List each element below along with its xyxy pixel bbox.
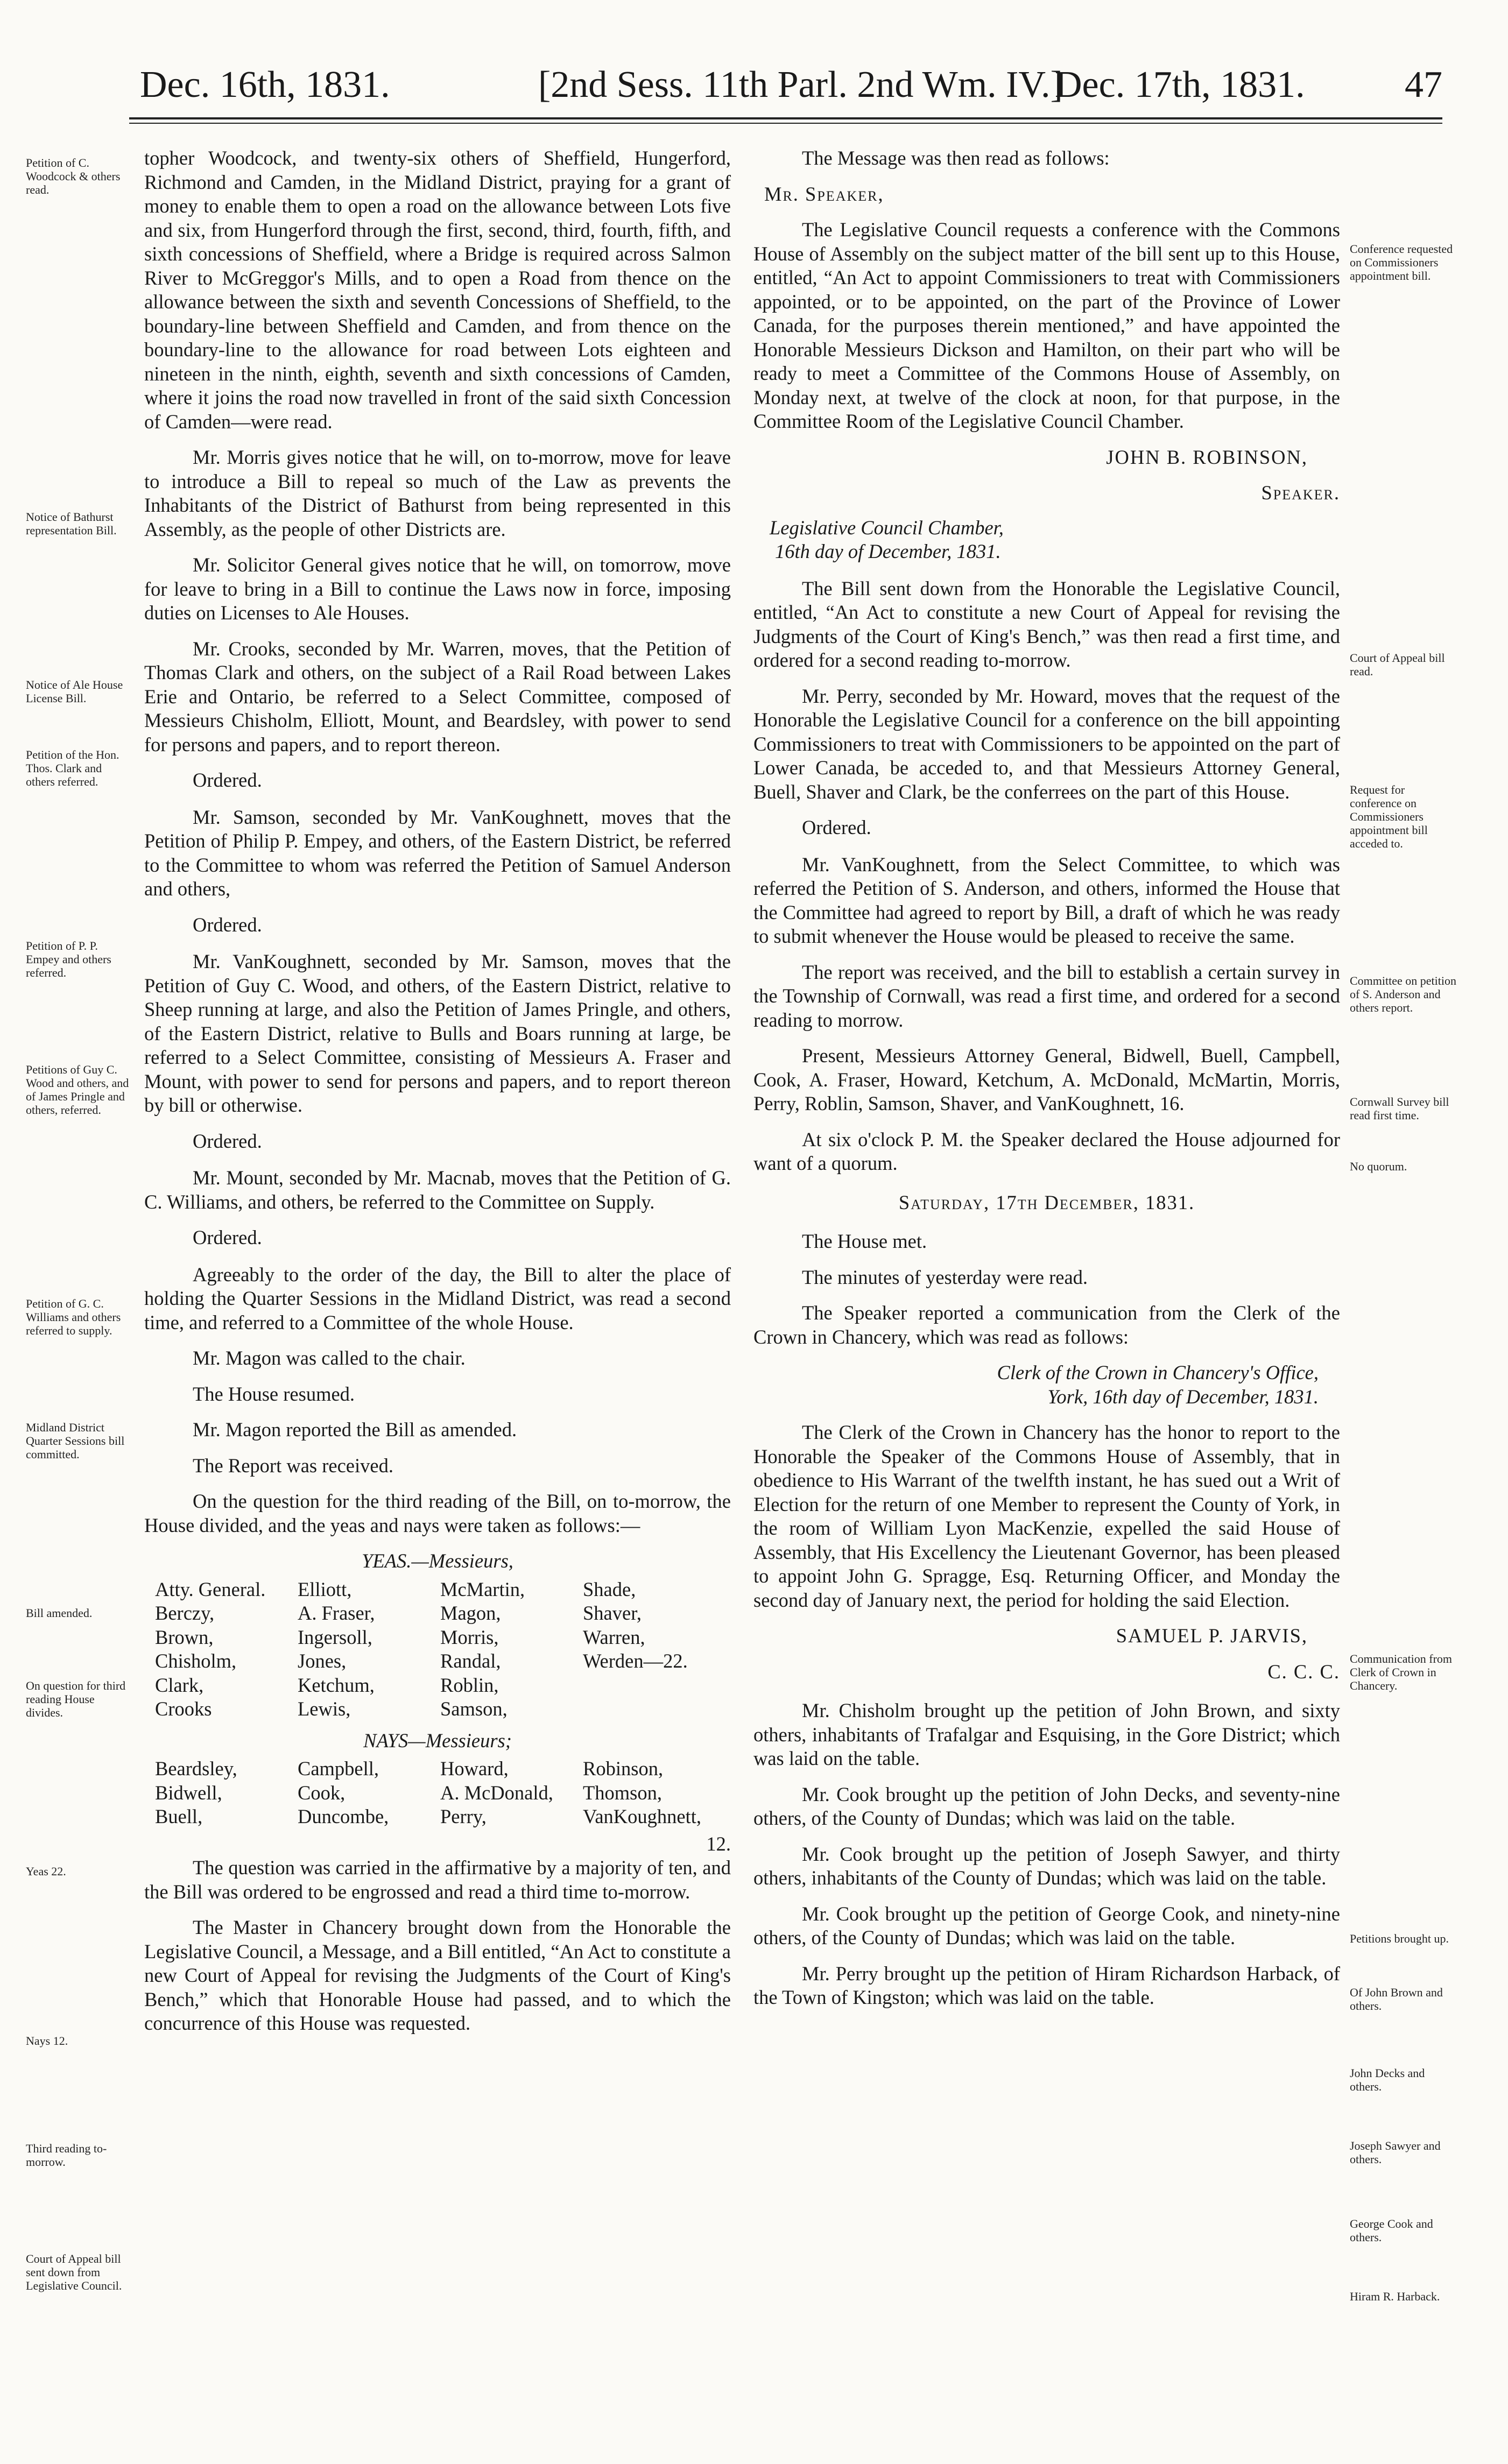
voter: Campbell,: [298, 1757, 379, 1780]
signature-title: C. C. C.: [1267, 1660, 1340, 1683]
table-row: [155, 1697, 725, 1721]
page-number: 47: [1405, 64, 1442, 105]
nays-table: [155, 1757, 725, 1829]
voter: A. Fraser,: [298, 1602, 375, 1624]
ordered-line: Ordered.: [193, 913, 262, 936]
margin-note: Of John Brown and others.: [1350, 1986, 1443, 2013]
ordered-line: Ordered.: [193, 1226, 262, 1248]
margin-note: Third reading to-morrow.: [26, 2142, 107, 2169]
paragraph: Agreeably to the order of the day, the Bill to alter the place of holding the Quarter Sessions in the Midland District, was read a second time, and referred to a Committee of the whole House.: [144, 1263, 731, 1333]
paragraph: The Message was then read as follows:: [802, 147, 1110, 169]
margin-note: Notice of Ale House License Bill.: [26, 678, 123, 705]
paragraph: Mr. Cook brought up the petition of George Cook, and ninety-nine others, of the County of Dundas; which was laid on the table.: [753, 1902, 1340, 1948]
header-session: [2nd Sess. 11th Parl. 2nd Wm. IV.]: [538, 64, 1063, 105]
margin-note: Hiram R. Harback.: [1350, 2290, 1440, 2303]
paragraph: Present, Messieurs Attorney General, Bidwell, Buell, Campbell, Cook, A. Fraser, Howard, Ketchum, A. McDonald, McMartin, Morris, Perry, Roblin, Samson, Shaver, and VanKoughnett, 16.: [753, 1044, 1340, 1114]
signature-name: JOHN B. ROBINSON,: [1106, 446, 1308, 468]
margin-note: Court of Appeal bill sent down from Legislative Council.: [26, 2252, 122, 2292]
voter: Duncombe,: [298, 1805, 389, 1827]
voter: Randal,: [440, 1650, 501, 1672]
date-line: 16th day of December, 1831.: [775, 540, 1001, 562]
paragraph: Mr. Morris gives notice that he will, on to-morrow, move for leave to introduce a Bill to repeal so much of the Law as prevents the Inhabitants of the District of Bathurst from being represented in this Assembly, as the people of other Districts are.: [144, 446, 731, 540]
margin-note: Petition of the Hon. Thos. Clark and others referred.: [26, 748, 119, 788]
margin-note: No quorum.: [1350, 1160, 1407, 1173]
voter: Clark,: [155, 1674, 204, 1696]
margin-note: Yeas 22.: [26, 1865, 66, 1878]
right-column: [753, 146, 1340, 2022]
voter: [583, 1697, 725, 1721]
margin-note: Notice of Bathurst representation Bill.: [26, 510, 117, 537]
margin-note: Midland District Quarter Sessions bill committed.: [26, 1421, 125, 1461]
paragraph: topher Woodcock, and twenty-six others of Sheffield, Hungerford, Richmond and Camden, in the Midland District, praying for a grant of money to enable them to open a road on the allowance between Lots five and six, from Hungerford through the first, second, third, fourth, fifth, and sixth concessions of Sheffield, where a Bridge is required across Salmon River to McGreggor's Mills, and to open a Road from thence on the allowance between the sixth and seventh Concessions of Sheffield, to the boundary-line between Sheffield and Camden, and from thence on the boundary-line to the allowance for road between Lots eighteen and nineteen in the ninth, eighth, seventh and sixth concessions of Camden, where it joins the road now travelled in front of the said sixth Concession of Camden—were read.: [144, 147, 731, 433]
voter: Samson,: [440, 1698, 508, 1720]
paragraph: The Bill sent down from the Honorable the Legislative Council, entitled, “An Act to constitute a new Court of Appeal for revising the Judgments of the Court of King's Bench,” was then read a first time, and ordered for a second reading to-morrow.: [753, 577, 1340, 671]
paragraph: The Clerk of the Crown in Chancery has the honor to report to the Honorable the Speaker of the Commons House of Assembly, that in obedience to His Warrant of the twelfth instant, he has sued out a Writ of Election for the return of one Member to represent the County of York, in the room of William Lyon MacKenzie, expelled the said House of Assembly, that His Excellency the Lieutenant Governor, has been pleased to appoint John G. Spragge, Esq. Returning Officer, and Monday the second day of January next, the period for holding the said Election.: [753, 1421, 1340, 1611]
voter: McMartin,: [440, 1578, 525, 1600]
paragraph: At six o'clock P. M. the Speaker declared the House adjourned for want of a quorum.: [753, 1128, 1340, 1174]
voter: Atty. General.: [155, 1578, 266, 1600]
margin-note: Petitions brought up.: [1350, 1932, 1449, 1945]
margin-note: Bill amended.: [26, 1606, 93, 1620]
margin-note: On question for third reading House divides.: [26, 1679, 126, 1719]
signature-title: Speaker.: [1261, 482, 1340, 504]
paragraph: Mr. Cook brought up the petition of Joseph Sawyer, and thirty others, inhabitants of the County of Dundas; which was laid on the table.: [753, 1842, 1340, 1889]
paragraph: Mr. Samson, seconded by Mr. VanKoughnett, moves that the Petition of Philip P. Empey, and others, of the Eastern District, be referred to the Committee to whom was referred the Petition of Samuel Anderson and others,: [144, 806, 731, 900]
paragraph: The House met.: [802, 1230, 927, 1252]
voter: Buell,: [155, 1805, 203, 1827]
voter: Brown,: [155, 1626, 214, 1648]
voter: Werden—22.: [583, 1650, 688, 1672]
voter: Morris,: [440, 1626, 499, 1648]
voter: Roblin,: [440, 1674, 499, 1696]
margin-note: Petitions of Guy C. Wood and others, and of James Pringle and others, referred.: [26, 1063, 129, 1117]
table-row: [155, 1757, 725, 1781]
paragraph: The minutes of yesterday were read.: [802, 1266, 1088, 1288]
paragraph: The House resumed.: [193, 1382, 355, 1405]
voter: Howard,: [440, 1757, 509, 1780]
section-date: Saturday, 17th December, 1831.: [898, 1191, 1195, 1213]
margin-note: Petition of G. C. Williams and others referred to supply.: [26, 1297, 121, 1337]
table-row: [155, 1601, 725, 1626]
margin-note: Request for conference on Commissioners appointment bill acceded to.: [1350, 783, 1428, 850]
voter: Elliott,: [298, 1578, 352, 1600]
voter: Cook,: [298, 1781, 346, 1804]
page-header: [129, 63, 1442, 117]
ordered-line: Ordered.: [193, 1129, 262, 1152]
table-row: [155, 1674, 725, 1698]
margin-note: Committee on petition of S. Anderson and others report.: [1350, 974, 1456, 1014]
ordered-line: Ordered.: [802, 816, 871, 838]
header-date-left: Dec. 16th, 1831.: [140, 64, 390, 105]
voter: Thomson,: [583, 1781, 663, 1804]
voter: Jones,: [298, 1650, 347, 1672]
table-row: [155, 1626, 725, 1650]
date-line: York, 16th day of December, 1831.: [1047, 1385, 1319, 1408]
paragraph: Mr. Perry brought up the petition of Hiram Richardson Harback, of the Town of Kingston; which was laid on the table.: [753, 1962, 1340, 2008]
voter: Crooks: [155, 1698, 212, 1720]
paragraph: The report was received, and the bill to establish a certain survey in the Township of Cornwall, was read a first time, and ordered for a second reading to morrow.: [753, 961, 1340, 1031]
paragraph: Mr. Chisholm brought up the petition of John Brown, and sixty others, inhabitants of Trafalgar and Esquising, in the Gore District; which was laid on the table.: [753, 1699, 1340, 1769]
margin-note: Nays 12.: [26, 2034, 68, 2048]
voter: Lewis,: [298, 1698, 351, 1720]
paragraph: Mr. Perry, seconded by Mr. Howard, moves that the request of the Honorable the Legislative Council for a conference on the bill appointing Commissioners to treat with Commissioners to be appointed on the part of Lower Canada, be acceded to, and that Messieurs Attorney General, Buell, Shaver and Clark, be the conferrees on the part of this House.: [753, 684, 1340, 803]
voter: Shade,: [583, 1578, 636, 1600]
yeas-heading: YEAS.—Messieurs,: [362, 1550, 513, 1572]
signature-name: SAMUEL P. JARVIS,: [1116, 1625, 1308, 1647]
address-line: Mr. Speaker,: [764, 182, 884, 205]
voter: A. McDonald,: [440, 1781, 553, 1804]
margin-note: George Cook and others.: [1350, 2217, 1433, 2244]
paragraph: On the question for the third reading of the Bill, on to-morrow, the House divided, and the yeas and nays were taken as follows:—: [144, 1490, 731, 1536]
margin-note: Cornwall Survey bill read first time.: [1350, 1095, 1449, 1122]
voter: Ingersoll,: [298, 1626, 372, 1648]
nays-heading: NAYS—Messieurs;: [363, 1729, 512, 1752]
paragraph: Mr. VanKoughnett, from the Select Committee, to which was referred the Petition of S. Anderson, and others, informed the House that the Committee had agreed to report by Bill, a draft of which he was ready to submit whenever the House would be pleased to receive the same.: [753, 853, 1340, 947]
paragraph: Mr. Solicitor General gives notice that he will, on tomorrow, move for leave to bring in a Bill to continue the Laws now in force, imposing duties on Licenses to Ale Houses.: [144, 554, 731, 624]
paragraph: The Legislative Council requests a conference with the Commons House of Assembly on the subject matter of the bill sent up to this House, entitled, “An Act to appoint Commissioners to treat with Commissioners appointed, or to be appointed, on the part of the Province of Lower Canada, for the purposes therein mentioned,” and have appointed the Honorable Messieurs Dickson and Hamilton, on their part who will be ready to meet a Committee of the Commons House of Assembly, on Monday next, at twelve of the clock at noon, for that purpose, in the Committee Room of the Legislative Council Chamber.: [753, 218, 1340, 432]
paragraph: Mr. Magon reported the Bill as amended.: [193, 1418, 517, 1441]
voter: Robinson,: [583, 1757, 664, 1780]
margin-note: Court of Appeal bill read.: [1350, 651, 1445, 678]
voter: Beardsley,: [155, 1757, 237, 1780]
table-row: [155, 1781, 725, 1805]
voter: Warren,: [583, 1626, 645, 1648]
voter: Bidwell,: [155, 1781, 222, 1804]
voter: Chisholm,: [155, 1650, 237, 1672]
voter: [583, 1674, 725, 1698]
paragraph: Mr. Mount, seconded by Mr. Macnab, moves that the Petition of G. C. Williams, and others, be referred to the Committee on Supply.: [144, 1167, 731, 1213]
margin-note: Conference requested on Commissioners appointment bill.: [1350, 242, 1453, 283]
header-date-right: Dec. 17th, 1831.: [1055, 64, 1305, 105]
table-row: [155, 1805, 725, 1829]
paragraph: The question was carried in the affirmative by a majority of ten, and the Bill was ordered to be engrossed and read a third time to-morrow.: [144, 1856, 731, 1903]
paragraph: Mr. Crooks, seconded by Mr. Warren, moves, that the Petition of Thomas Clark and others, on the subject of a Rail Road between Lakes Erie and Ontario, be referred to a Select Committee, composed of Messieurs Chisholm, Elliott, Mount, and Beardsley, with power to send for persons and papers, and to report thereon.: [144, 637, 731, 756]
voter: Ketchum,: [298, 1674, 375, 1696]
margin-note: Petition of C. Woodcock & others read.: [26, 156, 121, 196]
voter: Perry,: [440, 1805, 487, 1827]
paragraph: The Report was received.: [193, 1454, 393, 1477]
margin-note: John Decks and others.: [1350, 2066, 1425, 2093]
voter: Berczy,: [155, 1602, 215, 1624]
paragraph: The Master in Chancery brought down from the Honorable the Legislative Council, a Message, and a Bill entitled, “An Act to constitute a new Court of Appeal for revising the Judgments of the Court of King's Bench,” which that Honorable House had passed, and to which the concurrence of this House was requested.: [144, 1916, 731, 2034]
place-line: Legislative Council Chamber,: [770, 516, 1004, 539]
table-row: [155, 1578, 725, 1602]
paragraph: Mr. Magon was called to the chair.: [193, 1347, 466, 1369]
nays-total: 12.: [706, 1832, 731, 1855]
paragraph: Mr. VanKoughnett, seconded by Mr. Samson, moves that the Petition of Guy C. Wood, and others, of the Eastern District, relative to Sheep running at large, and also the Petition of James Pringle, and others, of the Eastern District, relative to Bulls and Boars running at large, be referred to a Select Committee, consisting of Messieurs A. Fraser and Mount, with power to send for persons and papers, and to report thereon by bill or otherwise.: [144, 950, 731, 1116]
voter: Shaver,: [583, 1602, 642, 1624]
paragraph: Mr. Cook brought up the petition of John Decks, and seventy-nine others, of the County of Dundas; which was laid on the table.: [753, 1783, 1340, 1829]
margin-note: Communication from Clerk of Crown in Chancery.: [1350, 1652, 1453, 1692]
margin-note: Petition of P. P. Empey and others referred.: [26, 939, 111, 979]
table-row: [155, 1649, 725, 1674]
paragraph: The Speaker reported a communication from the Clerk of the Crown in Chancery, which was read as follows:: [753, 1302, 1340, 1348]
yeas-table: [155, 1578, 725, 1721]
voter: VanKoughnett,: [583, 1805, 701, 1827]
ordered-line: Ordered.: [193, 769, 262, 791]
left-column: [144, 146, 731, 2048]
header-rule-thin: [129, 123, 1442, 124]
margin-note: Joseph Sawyer and others.: [1350, 2139, 1441, 2166]
header-rule: [129, 117, 1442, 119]
voter: Magon,: [440, 1602, 501, 1624]
place-line: Clerk of the Crown in Chancery's Office,: [997, 1361, 1319, 1383]
